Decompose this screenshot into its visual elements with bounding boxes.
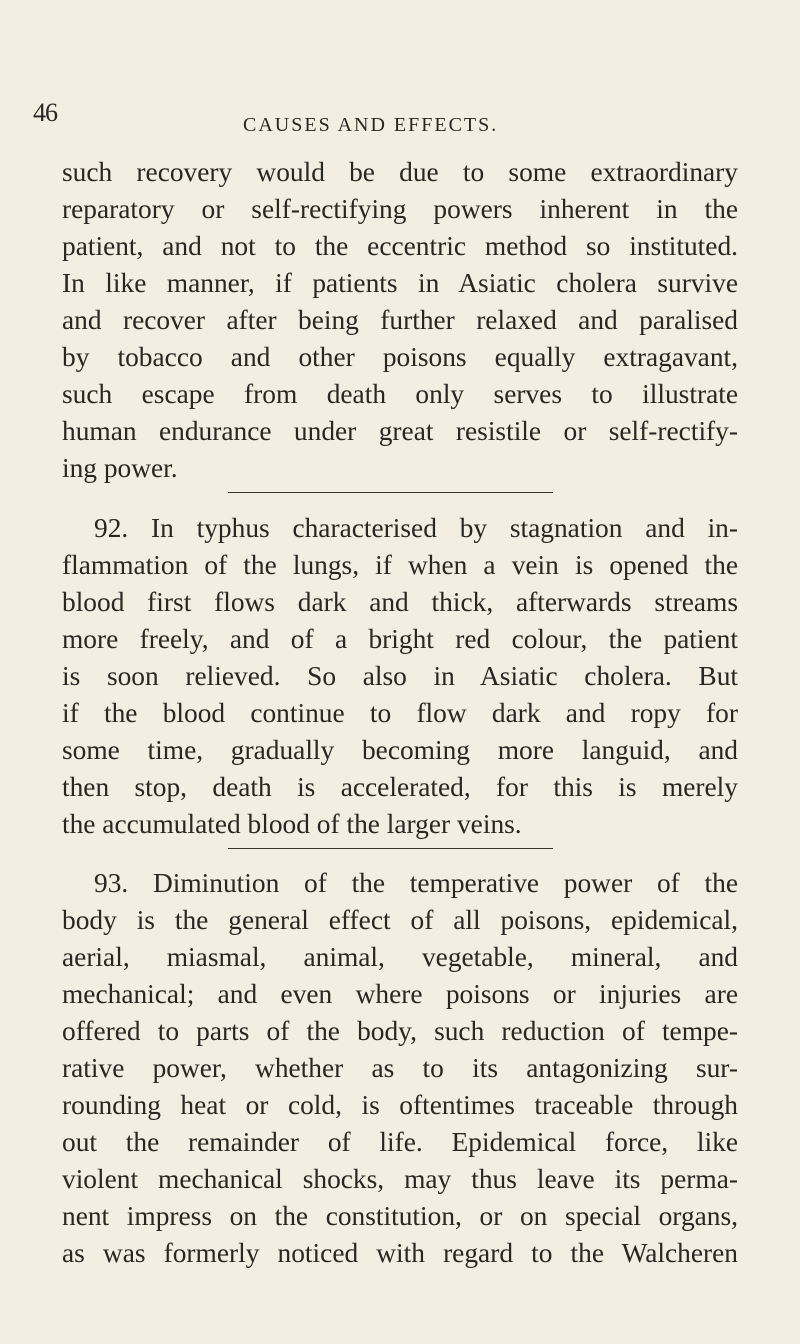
text-line: is soon relieved. So also in Asiatic cholera. But <box>62 661 738 691</box>
text-line: patient, and not to the eccentric method so instituted. <box>62 231 738 261</box>
text-line: then stop, death is accelerated, for this is merely <box>62 772 738 802</box>
text-line: flammation of the lungs, if when a vein is opened the <box>62 550 738 580</box>
section-divider <box>228 848 553 849</box>
text-line: mechanical; and even where poisons or injuries are <box>62 979 738 1009</box>
paragraph-93 <box>62 865 738 1272</box>
text-line: the accumulated blood of the larger veins. <box>62 809 522 839</box>
text-line: offered to parts of the body, such reduction of tempe- <box>62 1016 738 1046</box>
text-line: blood first flows dark and thick, afterwards streams <box>62 587 738 617</box>
text-line: by tobacco and other poisons equally extragavant, <box>62 342 738 372</box>
text-line: nent impress on the constitution, or on special organs, <box>62 1201 738 1231</box>
text-line: as was formerly noticed with regard to the Walcheren <box>62 1238 738 1268</box>
text-line: 93. Diminution of the temperative power of the <box>94 868 738 898</box>
text-line: human endurance under great resistile or self-rectify- <box>62 416 738 446</box>
text-line: violent mechanical shocks, may thus leave its perma- <box>62 1164 738 1194</box>
paragraph-continuation <box>62 154 738 487</box>
text-line: some time, gradually becoming more languid, and <box>62 735 738 765</box>
paragraph-92 <box>62 510 738 843</box>
text-line: such escape from death only serves to illustrate <box>62 379 738 409</box>
text-line: In like manner, if patients in Asiatic cholera survive <box>62 268 738 298</box>
text-line: rative power, whether as to its antagonizing sur- <box>62 1053 738 1083</box>
text-line: out the remainder of life. Epidemical force, like <box>62 1127 738 1157</box>
text-line: and recover after being further relaxed and paralised <box>62 305 738 335</box>
text-line: ing power. <box>62 453 178 483</box>
section-divider <box>228 492 553 493</box>
text-line: such recovery would be due to some extraordinary <box>62 157 738 187</box>
text-line: reparatory or self-rectifying powers inherent in the <box>62 194 738 224</box>
text-line: more freely, and of a bright red colour, the patient <box>62 624 738 654</box>
page-number: 46 <box>33 98 57 127</box>
text-line: rounding heat or cold, is oftentimes traceable through <box>62 1090 738 1120</box>
text-line: if the blood continue to flow dark and ropy for <box>62 698 738 728</box>
text-line: body is the general effect of all poisons, epidemical, <box>62 905 738 935</box>
running-head: CAUSES AND EFFECTS. <box>243 114 499 136</box>
text-line: aerial, miasmal, animal, vegetable, mineral, and <box>62 942 738 972</box>
text-line: 92. In typhus characterised by stagnation and in- <box>94 513 738 543</box>
